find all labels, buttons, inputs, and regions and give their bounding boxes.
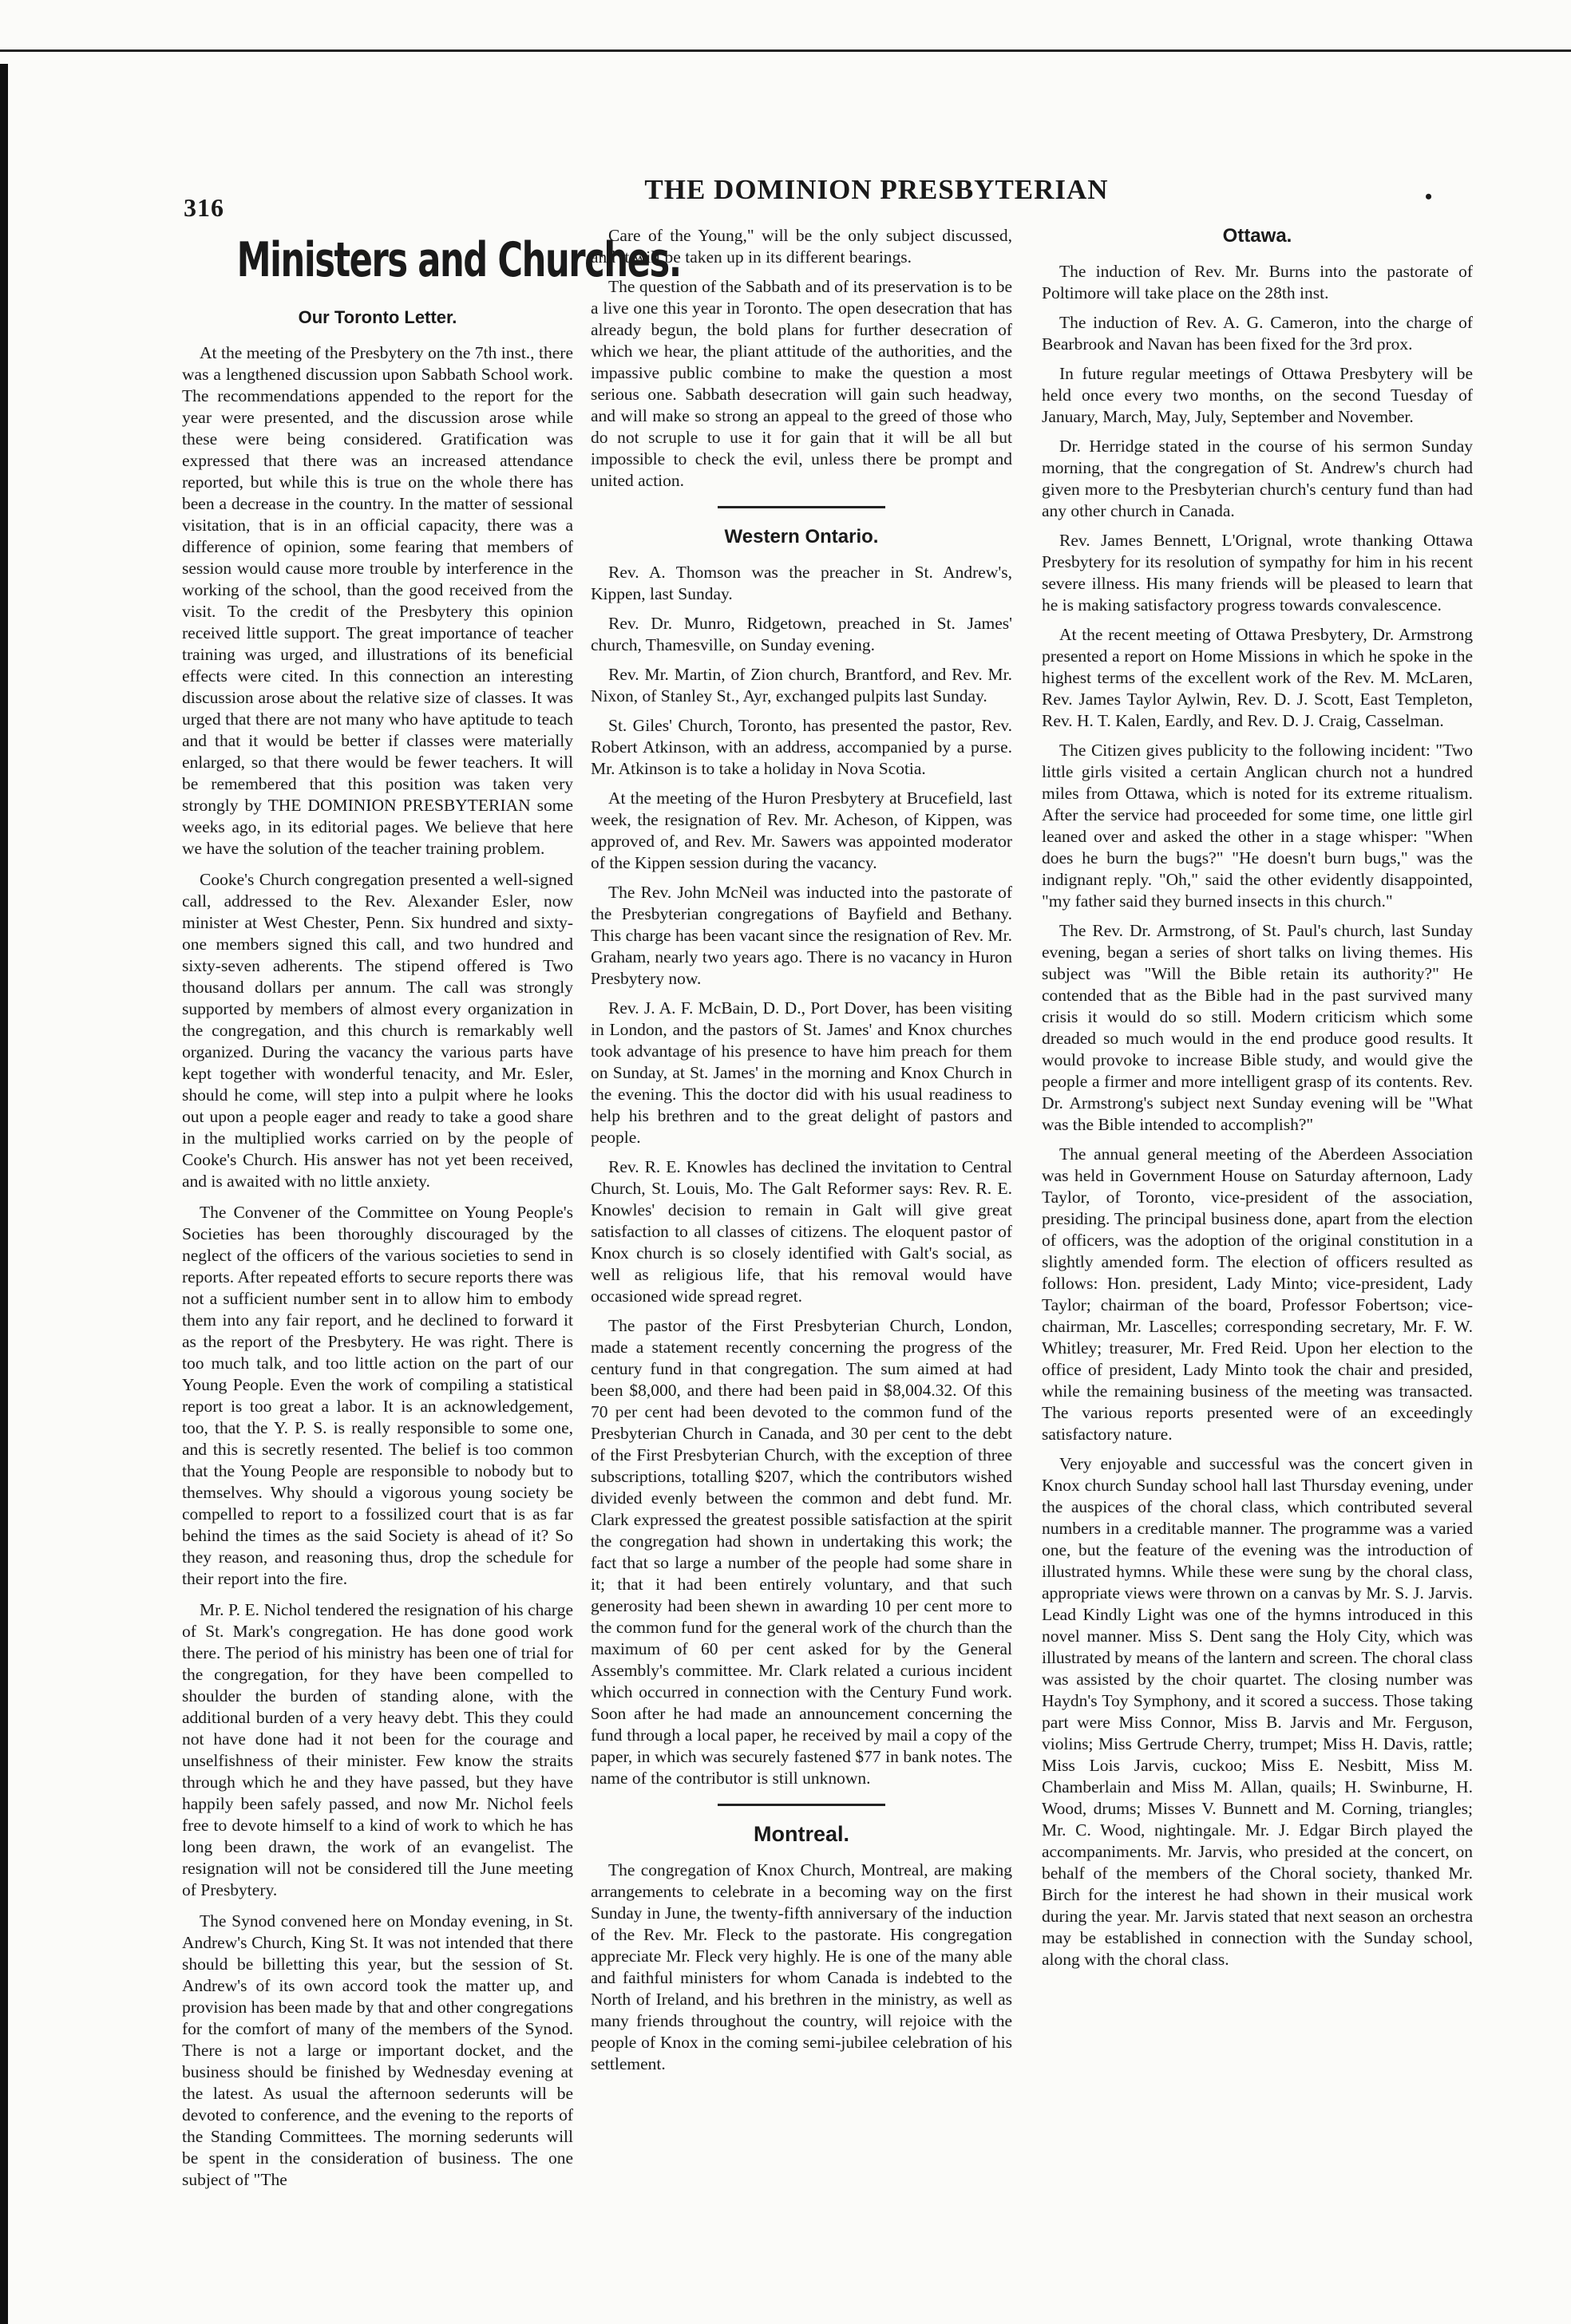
article-paragraph: The Convener of the Committee on Young People's Societies has been thoroughly discouraged by the neglect of the officers of the various societies to send in reports. After repeated efforts to secure reports there was not a sufficient number sent in to allow him to embody them into any fair report, and he declined to forward it as the report of the Presbytery. He was right. There is too much talk, and too little action on the part of our Young People. Even the work of compiling a statistical report is too great a labor. It is an acknowledgement, too, that the Y. P. S. is really responsible to some one, and this is secretly resented. The belief is too common that the Young People are responsible to nobody but to themselves. Why should a vigorous young society be compelled to report to a fossilized court that is as far behind the times as the said Society is ahead of it? So they reason, and reasoning thus, drop the schedule for their report into the fire. (182, 1203, 573, 1588)
article-paragraph: The annual general meeting of the Aberdeen Association was held in Government House on Saturday afternoon, Lady Taylor, of Toronto, vice-president of the association, presiding. The principal business done, apart from the election of officers, was the adoption of the original constitution in a slightly amended form. The election of officers resulted as follows: Hon. president, Lady Minto; vice-president, Lady Taylor; chairman of the board, Professor Fobertson; vice-chairman, Mr. Lascelles; corresponding secretary, Mr. F. W. Whitley; treasurer, Mr. Fred Reid. Upon her election to the office of president, Lady Minto took the chair and presided, while the remaining business of the meeting was transacted. The various reports presented were of an exceedingly satisfactory nature. (1042, 1144, 1473, 1444)
article-paragraph: Dr. Herridge stated in the course of his sermon Sunday morning, that the congregation of St. Andrew's church had given more to the Presbyterian church's century fund than had any other church in Canada. (1042, 437, 1473, 520)
section-divider (718, 506, 885, 508)
page-number: 316 (184, 193, 224, 222)
left-scan-border (0, 64, 8, 2324)
article-paragraph: The induction of Rev. Mr. Burns into the pastorate of Poltimore will take place on the 28th inst. (1042, 262, 1473, 302)
article-paragraph: At the meeting of the Presbytery on the 7th inst., there was a lengthened discussion upon Sabbath School work. The recommendations appended to the report for the year were presented, and the discussion arose while these were being considered. Gratification was expressed that there was an increased attendance reported, but while this is true on the whole there has been a decrease in the country. In the matter of sessional visitation, that is in an official capacity, there was a difference of opinion, some fearing that members of session would cause more trouble by interference in the working of the school, than the good received from the visit. To the credit of the Presbytery this opinion received little support. The great importance of teacher training was urged, and illustrations of its beneficial effects were cited. In this connection an interesting discussion arose about the relative size of classes. It was urged that there are not many who have aptitude to teach and that it would be better if classes were materially enlarged, so that there would be fewer teachers. It will be remembered that this position was taken very strongly by THE DOMINION PRESBYTERIAN some weeks ago, in its editorial pages. We believe that here we have the solution of the teacher training problem. (182, 343, 573, 858)
article-paragraph: The Synod convened here on Monday evening, in St. Andrew's Church, King St. It was not intended that there should be billetting this year, but the session of St. Andrew's of its own accord took the matter up, and provision has been made by that and other congregations for the comfort of many of the members of the Synod. There is not a large or important docket, and the business should be finished by Wednesday evening at the latest. As usual the afternoon sederunts will be devoted to conference, and the evening to the reports of the Standing Committees. The morning sederunts will be spent in the consideration of business. The one subject of "The (182, 1911, 573, 2189)
section-heading-toronto: Our Toronto Letter. (298, 307, 457, 327)
article-paragraph: At the recent meeting of Ottawa Presbytery, Dr. Armstrong presented a report on Home Missions in which he spoke in the highest terms of the excellent work of the Rev. M. McLaren, Rev. James Taylor Aylwin, Rev. D. J. Scott, East Templeton, Rev. H. T. Kalen, Eardly, and Rev. D. J. Craig, Casselman. (1042, 625, 1473, 730)
article-paragraph: Care of the Young," will be the only subject discussed, and it will be taken up in its different bearings. (591, 226, 1012, 267)
column-2 (591, 225, 1012, 2083)
article-paragraph: Mr. P. E. Nichol tendered the resignation of his charge of St. Mark's congregation. He has done good work there. The period of his ministry has been one of trial for the congregation, for they have been compelled to shoulder the burden of standing alone, with the additional burden of a very heavy debt. This they could not have done had it not been for the courage and unselfishness of their minister. Few know the straits through which he and they have passed, but they have happily been safely passed, and now Mr. Nichol feels free to devote himself to a kind of work to which he has long been drawn, the work of an evangelist. The resignation will not be considered till the June meeting of Presbytery. (182, 1600, 573, 1899)
section-divider (718, 1804, 885, 1806)
main-headline: Ministers and Churches. (236, 232, 681, 288)
article-paragraph: The Citizen gives publicity to the following incident: "Two little girls visited a certain Anglican church not a hundred miles from Ottawa, which is noted for its extreme ritualism. After the service had proceeded for some time, one little girl leaned over and asked the other in a stage whisper: "When does he burn the bugs?" "He doesn't burn bugs," was the indignant reply. "Oh," said the other evidently disappointed, "my father said they burned insects in this church." (1042, 741, 1473, 911)
article-paragraph: The induction of Rev. A. G. Cameron, into the charge of Bearbrook and Navan has been fixed for the 3rd prox. (1042, 313, 1473, 354)
masthead: THE DOMINION PRESBYTERIAN (644, 174, 1109, 205)
article-paragraph: Rev. R. E. Knowles has declined the invitation to Central Church, St. Louis, Mo. The Galt Reformer says: Rev. R. E. Knowles' decision to remain in Galt will give great satisfaction to all classes of citizens. The eloquent pastor of Knox church is so closely identified with Galt's social, as well as religious life, that his removal would have occasioned wide spread regret. (591, 1157, 1012, 1306)
section-heading-ottawa: Ottawa. (1222, 225, 1292, 247)
column-1 (182, 232, 681, 2200)
article-paragraph: Very enjoyable and successful was the concert given in Knox church Sunday school hall last Thursday evening, under the auspices of the choral class, which contributed several numbers in a creditable manner. The programme was a varied one, but the feature of the evening was the introduction of illustrated hymns. While these were sung by the choral class, appropriate views were thrown on a canvas by Mr. S. J. Jarvis. Lead Kindly Light was one of the hymns introduced in this novel manner. Miss S. Dent sang the Holy City, which was illustrated by means of the lantern and screen. The choral class was assisted by the choir quartet. The closing number was Haydn's Toy Symphony, and it scored a success. Those taking part were Miss Connor, Miss B. Jarvis and Mr. Ferguson, violins; Miss Gertrude Cherry, trumpet; Miss H. Davis, rattle; Miss Lois Jarvis, cuckoo; Miss E. Nesbitt, Miss M. Chamberlain and Miss M. Allan, quails; H. Swinburne, H. Wood, drums; Misses V. Bunnett and M. Corning, triangles; Mr. C. Wood, nightingale. Mr. J. Edgar Birch played the accompaniments. Mr. Jarvis, who presided at the concert, on behalf of the members of the Choral society, thanked Mr. Birch for the interest he had shown in their musical work during the year. Mr. Jarvis stated that next season an orchestra may be established in connection with the Sunday school, along with the choral class. (1042, 1454, 1473, 1969)
section-heading-montreal: Montreal. (753, 1822, 849, 1846)
article-paragraph: The Rev. John McNeil was inducted into the pastorate of the Presbyterian congregations of Bayfield and Bethany. This charge has been vacant since the resignation of Rev. Mr. Graham, nearly two years ago. There is no vacancy in Huron Presbytery now. (591, 883, 1012, 988)
article-paragraph: Rev. James Bennett, L'Orignal, wrote thanking Ottawa Presbytery for its resolution of sympathy for him in his recent severe illness. His many friends will be pleased to learn that he is making satisfactory progress towards convalescence. (1042, 531, 1473, 615)
article-paragraph: At the meeting of the Huron Presbytery at Brucefield, last week, the resignation of Rev. Mr. Acheson, of Kippen, was approved of, and Rev. Mr. Sawers was appointed moderator of the Kippen session during the vacancy. (591, 788, 1012, 872)
article-paragraph: Rev. A. Thomson was the preacher in St. Andrew's, Kippen, last Sunday. (591, 563, 1012, 603)
article-paragraph: Rev. Mr. Martin, of Zion church, Brantford, and Rev. Mr. Nixon, of Stanley St., Ayr, exchanged pulpits last Sunday. (591, 665, 1012, 706)
article-paragraph: Rev. Dr. Munro, Ridgetown, preached in St. James' church, Thamesville, on Sunday evening. (591, 614, 1012, 654)
article-paragraph: The Rev. Dr. Armstrong, of St. Paul's church, last Sunday evening, began a series of short talks on living themes. His subject was "Will the Bible retain its authority?" He contended that as the Bible had in the past survived many crisis it would do so still. Modern criticism which some dreaded so much would in the end produce good results. It would provoke to increase Bible study, and would give the people a firmer and more intelligent grasp of its contents. Rev. Dr. Armstrong's subject next Sunday evening will be "What was the Bible intended to accomplish?" (1042, 921, 1473, 1134)
section-heading-western-ontario: Western Ontario. (724, 526, 879, 547)
article-paragraph: The question of the Sabbath and of its preservation is to be a live one this year in Toronto. The open desecration that has already begun, the bold plans for further desecration of which we hear, the pliant attitude of the authorities, and the impassive public combine to make the question a most serious one. Sabbath desecration will gain such headway, and will make so strong an appeal to the greed of those who do not scruple to use it for gain that it will be all but impossible to check the evil, unless there be prompt and united action. (591, 277, 1012, 490)
corner-mark: • (1425, 185, 1433, 208)
article-paragraph: Cooke's Church congregation presented a well-signed call, addressed to the Rev. Alexander Esler, now minister at West Chester, Penn. Six hundred and sixty-one members signed this call, and two hundred and sixty-seven adherents. The stipend offered is Two thousand dollars per annum. The call was strongly supported by members of almost every organization in the congregation, and this church is remarkably well organized. During the vacancy the various parts have kept together with wonderful tenacity, and Mr. Esler, should he come, will step into a pulpit where he looks out upon a people eager and ready to take a good share in the multiplied works carried on by the people of Cooke's Church. His answer has not yet been received, and is awaited with no little anxiety. (182, 870, 573, 1191)
column-3 (1042, 217, 1473, 1978)
top-rule (0, 49, 1571, 52)
article-paragraph: Rev. J. A. F. McBain, D. D., Port Dover, has been visiting in London, and the pastors of St. James' and Knox churches took advantage of his presence to have him preach for them on Sunday, at St. James' in the morning and Knox Church in the evening. This the doctor did with his usual readiness to help his brethren and to the great delight of pastors and people. (591, 998, 1012, 1147)
article-paragraph: The pastor of the First Presbyterian Church, London, made a statement recently concerning the progress of the century fund in that congregation. The sum aimed at had been $8,000, and there had been paid in $8,004.32. Of this 70 per cent had been devoted to the common fund of the Presbyterian Church in Canada, and 30 per cent to the debt of the First Presbyterian Church, with the exception of three subscriptions, totalling $207, which the contributors wished divided evenly between the common and debt fund. Mr. Clark expressed the greatest possible satisfaction at the spirit the congregation had shown in undertaking this work; the fact that so large a number of the people had some share in it; that it had been entirely voluntary, and that such generosity had been shewn in awarding 10 per cent more to the common fund for the general work of the church than the maximum of 60 per cent asked for by the General Assembly's committee. Mr. Clark related a curious incident which occurred in connection with the Century Fund work. Soon after he had made an announcement concerning the fund through a local paper, he received by mail a copy of the paper, in which was securely fastened $77 in bank notes. The name of the contributor is still unknown. (591, 1316, 1012, 1788)
article-paragraph: St. Giles' Church, Toronto, has presented the pastor, Rev. Robert Atkinson, with an address, accompanied by a purse. Mr. Atkinson is to take a holiday in Nova Scotia. (591, 716, 1012, 778)
article-paragraph: The congregation of Knox Church, Montreal, are making arrangements to celebrate in a becoming way on the first Sunday in June, the twenty-fifth anniversary of the induction of the Rev. Mr. Fleck to the pastorate. His congregation appreciate Mr. Fleck very highly. He is one of the many able and faithful ministers for whom Canada is indebted to the North of Ireland, and his brethren in the ministry, as well as many friends throughout the country, will rejoice with the people of Knox in the coming semi-jubilee celebration of his settlement. (591, 1860, 1012, 2073)
article-paragraph: In future regular meetings of Ottawa Presbytery will be held once every two months, on the second Tuesday of January, March, May, July, September and November. (1042, 364, 1473, 426)
